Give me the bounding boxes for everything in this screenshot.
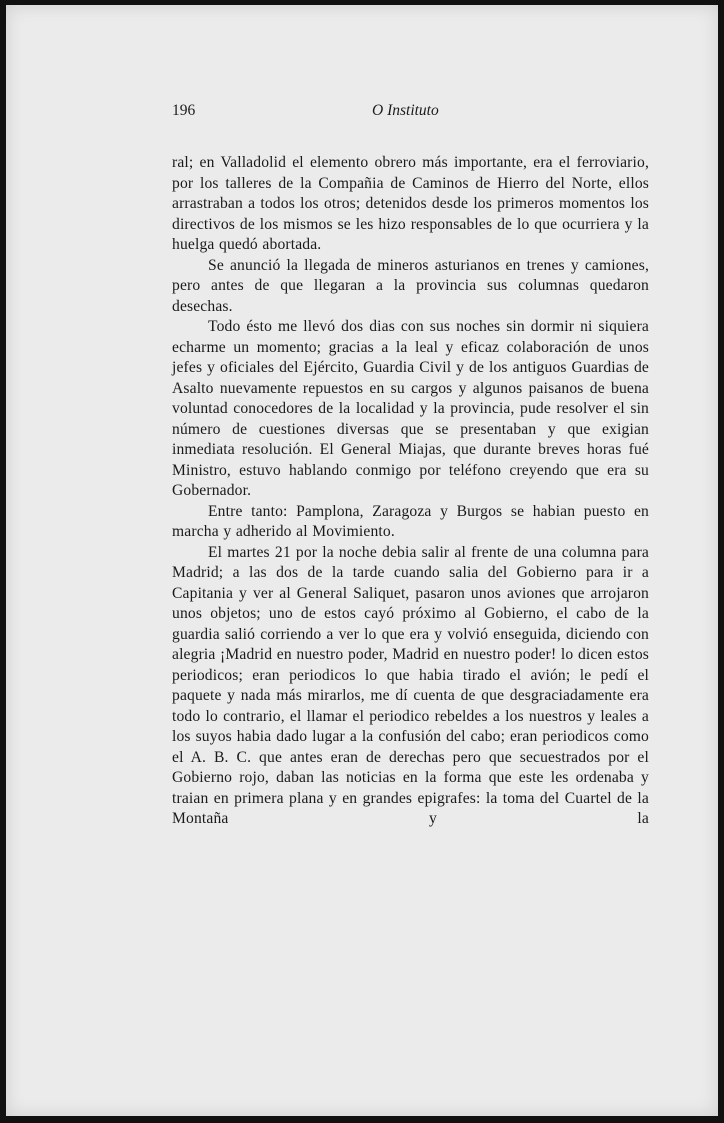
book-page — [6, 5, 718, 1116]
page-header — [172, 102, 649, 126]
body-text — [172, 153, 649, 830]
page-number: 196 — [172, 102, 196, 119]
paragraph-5: El martes 21 por la noche debia salir al frente de una columna para Madrid; a las dos de la tarde cuando salia del Gobierno para ir a Capitania y ver al General Saliquet, pasaron unos aviones que arrojaron unos objetos; uno de estos cayó próximo al Gobierno, el cabo de la guardia salió corriendo a ver lo que era y volvió enseguida, diciendo con alegria ¡Madrid en nuestro poder, Madrid en nuestro poder! lo dicen estos periodicos; eran periodicos lo que habia tirado el avión; le pedí el paquete y nada más mirarlos, me dí cuenta de que desgraciadamente era todo lo contrario, el llamar el periodico rebeldes a los nuestros y leales a los suyos habia dado lugar a la confusión del cabo; eran periodicos como el A. B. C. que antes eran de derechas pero que secuestrados por el Gobierno rojo, daban las noticias en la forma que este les ordenaba y traian en primera plana y en grandes epigrafes: la toma del Cuartel de la Montaña y la — [172, 543, 649, 827]
paragraph-1: ral; en Valladolid el elemento obrero más importante, era el ferroviario, por los talleres de la Compañia de Caminos de Hierro del Norte, ellos arrastraban a todos los otros; detenidos desde los primeros momentos los directivos de los mismos se les hizo responsables de lo que ocurriera y la huelga quedó abortada. — [172, 154, 649, 253]
running-title: O Instituto — [372, 102, 439, 119]
paragraph-3: Todo ésto me llevó dos dias con sus noches sin dormir ni siquiera echarme un momento; gracias a la leal y eficaz colaboración de unos jefes y oficiales del Ejército, Guardia Civil y de los antiguos Guardias de Asalto nuevamente repuestos en su cargos y algunos paisanos de buena voluntad conocedores de la localidad y la provincia, pude resolver el sin número de cuestiones diversas que se presentaban y que exigian inmediata resolución. El General Miajas, que durante breves horas fué Ministro, estuvo hablando conmigo por teléfono creyendo que era su Gobernador. — [172, 318, 649, 499]
paragraph-4: Entre tanto: Pamplona, Zaragoza y Burgos se habian puesto en marcha y adherido al Movimiento. — [172, 502, 649, 540]
paragraph-2: Se anunció la llegada de mineros asturianos en trenes y camiones, pero antes de que llegaran a la provincia sus columnas quedaron desechas. — [172, 256, 649, 315]
